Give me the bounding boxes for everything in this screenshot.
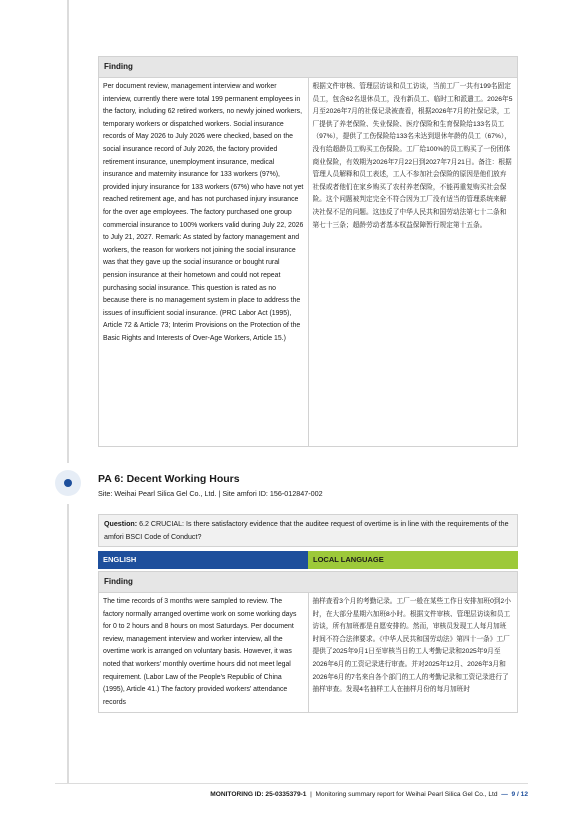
footer-dash: — bbox=[501, 791, 508, 798]
timeline-rail-bottom bbox=[67, 504, 69, 783]
finding-header: Finding bbox=[99, 572, 518, 593]
section-marker-icon bbox=[55, 470, 81, 496]
question-box bbox=[98, 514, 518, 547]
finding-local-text: 根据文件审核、管理层访谈和员工访谈，当前工厂一共有199名固定员工，包含62名退休员工，没有新员工、临时工和派遣工。2026年5月至2026年7月的社保记录被查看，根据2026年7月的社保记录，工厂提供了养老保险、失业保险、医疗保险和生育保险给133名员工（97%），提供了工伤保险给133名未达到退休年龄的员工（67%），没有给超龄员工购买工伤保险。工厂给100%的员工购买了一份团体商业保险，有效期为2026年7月22日到2027年7月21日。备注：根据管理人员解释和员工表述，工人不参加社会保险的原因是他们放弃社保或者他们在家乡购买了农村养老保险，不能再重复购买社会保险。这个问题被判定完全不符合因为工厂没有适当的管理系统来解决社保不足的问题。这违反了中华人民共和国劳动法第七十二条和第七十三条；超龄劳动者基本权益保障暂行规定第十五条。 bbox=[308, 78, 518, 447]
footer-divider bbox=[55, 783, 528, 784]
site-info: Site: Weihai Pearl Silica Gel Co., Ltd. | Site amfori ID: 156-012847-002 bbox=[98, 489, 323, 498]
finding-english-text: The time records of 3 months were sampled to review. The factory normally arranged overtime work on some working days for 0 to 2 hours and 8 hours on most Saturdays. Per document review, management interview and worker interview, all the overtime work is arranged on voluntary basis. However, it was noted that workers' monthly overtime hours did not meet legal requirement. (Labor Law of the People's Republic of China (1995), Article 41.) The factory provided workers' attendance records bbox=[99, 593, 309, 713]
page-footer bbox=[98, 791, 528, 798]
finding-header: Finding bbox=[99, 57, 518, 78]
language-header-row bbox=[98, 551, 518, 569]
footer-separator: | bbox=[310, 791, 312, 798]
section-title: PA 6: Decent Working Hours bbox=[98, 473, 240, 485]
monitoring-id: MONITORING ID: 25-0335379-1 bbox=[210, 791, 307, 798]
finding-english-text: Per document review, management interview and worker interview, currently there were total 199 permanent employees in the factory, including 62 retired workers, no newly joined workers, temporary workers or dispatched workers. Social insurance records of May 2026 to July 2026 were checked, based on the social insurance record of July 2026, the factory provided retirement insurance, unemployment insurance, medical insurance and maternity insurance for 133 workers (97%), provided injury insurance for 133 workers (67%) who have not yet reached retirement age, and has not purchased injury insurance for the over age employees. The factory purchased one group commercial insurance to 100% workers valid during July 22, 2026 to July 21, 2027. Remark: As stated by factory management and workers, the reason for workers not joining the social insurance was that they gave up the social insurance or bought rural pension insurance at their hometown and could not repeat purchasing social insurance. This question is rated as no because there is no management system in place to address the issues of insufficient social insurance. (PRC Labor Act (1995), Article 72 & Article 73; Interim Provisions on the Protection of the Basic Rights and Interests of Over-Age Workers, Article 15.) bbox=[99, 78, 309, 447]
finding-table-working-hours bbox=[98, 571, 518, 713]
local-language-column-header: LOCAL LANGUAGE bbox=[308, 551, 518, 569]
question-text: 6.2 CRUCIAL: Is there satisfactory evidence that the auditee request of overtime is in line with the requirements of the amfori BSCI Code of Conduct? bbox=[104, 520, 509, 541]
page-number: 9 / 12 bbox=[511, 791, 528, 798]
english-column-header: ENGLISH bbox=[98, 551, 308, 569]
finding-table-social-insurance bbox=[98, 56, 518, 447]
question-label: Question: bbox=[104, 520, 138, 528]
finding-local-text: 抽样查看3个月的考勤记录。工厂一般在某些工作日安排加班0到2小时，在大部分星期六加班8小时。根据文件审核、管理层访谈和员工访谈，所有加班都是自愿安排的。然而，审核员发现工人每月加班时间不符合法律要求。《中华人民共和国劳动法》第四十一条》工厂提供了2025年9月1日至审核当日的工人考勤记录和2025年9月至2026年6月的工资记录进行审查。并对2025年12月、2026年3月和2026年6月的7名来自各个部门的工人的考勤记录和工资记录进行了抽样审查。发现4名抽样工人在抽样月份的每月加班时 bbox=[308, 593, 518, 713]
timeline-rail-top bbox=[67, 0, 69, 463]
report-title: Monitoring summary report for Weihai Pearl Silica Gel Co., Ltd bbox=[315, 791, 498, 798]
